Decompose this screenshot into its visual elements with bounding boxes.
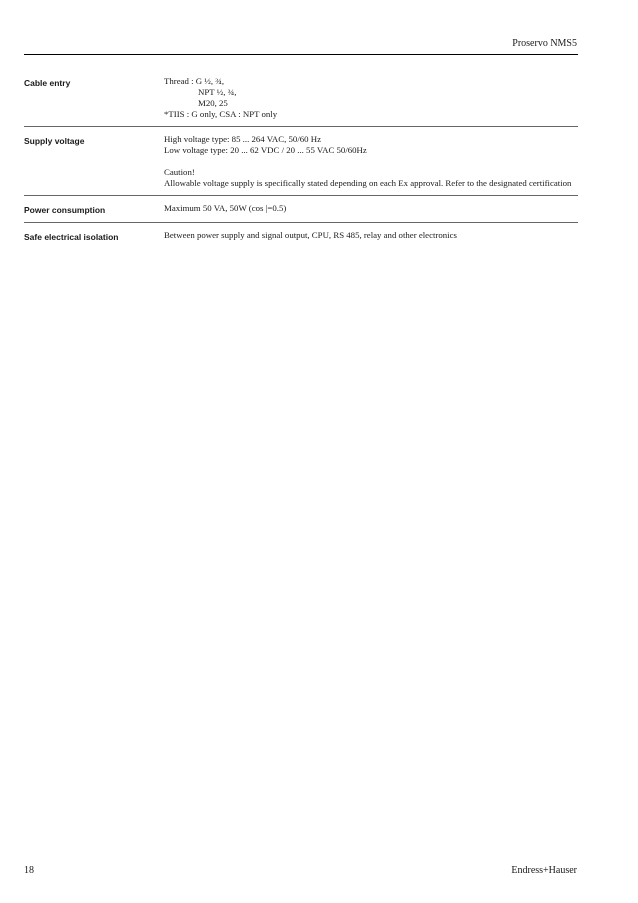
- spec-line: Low voltage type: 20 ... 62 VDC / 20 ... 55 VAC 50/60Hz: [164, 145, 367, 155]
- caution-title: Caution!: [164, 167, 195, 177]
- caution-text: Allowable voltage supply is specifically stated depending on each Ex approval. Refer to the designated certification: [164, 178, 572, 188]
- spec-line: Between power supply and signal output, CPU, RS 485, relay and other electronics: [164, 230, 457, 240]
- spec-label: Power consumption: [24, 205, 106, 215]
- spec-row-safe-electrical-isolation: [24, 230, 578, 249]
- spec-line: *TIIS : G only, CSA : NPT only: [164, 109, 278, 119]
- brand-name: Endress+Hauser: [511, 865, 577, 876]
- document-title: Proservo NMS5: [512, 38, 577, 49]
- specification-table: [24, 76, 578, 256]
- spec-line: NPT ½, ¾,: [198, 87, 237, 97]
- spec-line: High voltage type: 85 ... 264 VAC, 50/60 Hz: [164, 134, 322, 144]
- header-divider: [24, 54, 578, 55]
- spec-value: [164, 230, 578, 243]
- spec-row-supply-voltage: [24, 134, 578, 196]
- spec-line: Maximum 50 VA, 50W (cos |=0.5): [164, 203, 287, 213]
- spec-row-power-consumption: [24, 203, 578, 223]
- spec-label: Safe electrical isolation: [24, 232, 119, 242]
- spacer: [164, 156, 578, 167]
- spec-value: [164, 134, 578, 189]
- spec-line: Thread : G ½, ¾,: [164, 76, 225, 86]
- spec-row-cable-entry: [24, 76, 578, 127]
- page-number: 18: [24, 865, 34, 876]
- spec-value: [164, 76, 578, 120]
- spec-value: [164, 203, 578, 216]
- spec-line: M20, 25: [198, 98, 228, 108]
- spec-label: Supply voltage: [24, 136, 85, 146]
- spec-label: Cable entry: [24, 78, 71, 88]
